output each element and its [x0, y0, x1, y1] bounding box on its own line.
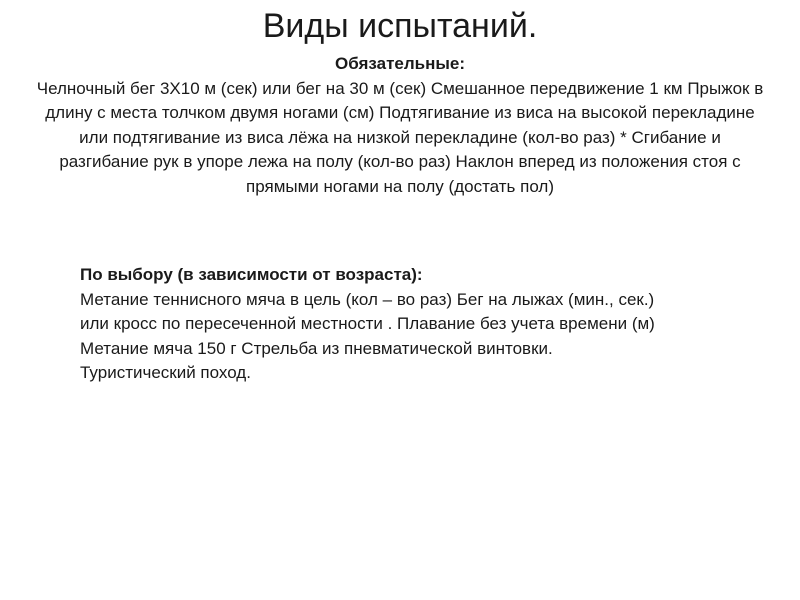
- optional-body: Метание теннисного мяча в цель (кол – во раз) Бег на лыжах (мин., сек.) или кросс по пересеченной местности . Плавание без учета времени (м) Метание мяча 150 г Стрельба из пневматической винтовки. Туристический поход.: [80, 289, 655, 382]
- optional-section: [80, 263, 660, 386]
- mandatory-body: Челночный бег 3Х10 м (сек) или бег на 30 м (сек) Смешанное передвижение 1 км Прыжок в длину с места толчком двумя ногами (см) Подтягивание из виса на высокой перекладине или подтягивание из виса лёжа на низкой перекладине (кол-во раз) * Сгибание и разгибание рук в упоре лежа на полу (кол-во раз) Наклон вперед из положения стоя с прямыми ногами на полу (достать пол): [36, 78, 764, 196]
- mandatory-heading: Обязательные:: [334, 54, 466, 73]
- slide-title: Виды испытаний.: [262, 7, 538, 45]
- optional-heading: По выбору (в зависимости от возраста):: [80, 265, 423, 284]
- mandatory-section: [36, 52, 764, 199]
